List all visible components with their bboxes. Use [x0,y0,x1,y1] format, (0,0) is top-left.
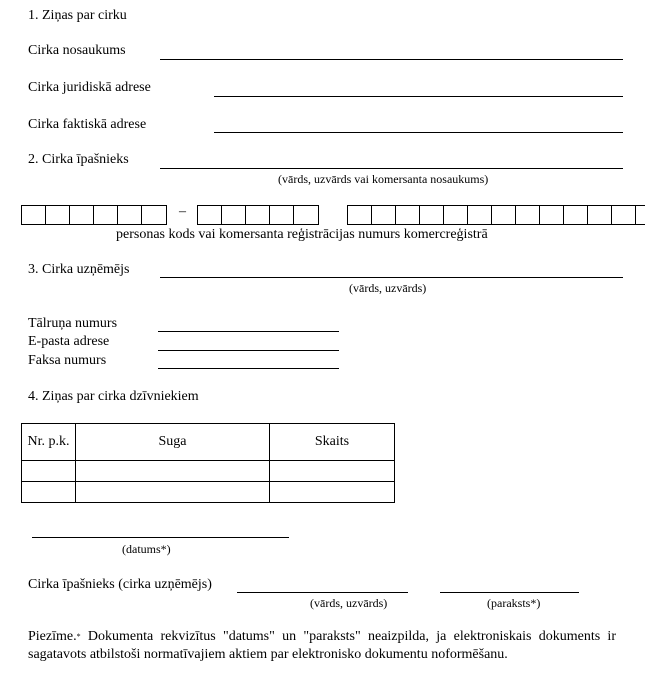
name-caption: (vārds, uzvārds) [310,596,388,610]
legal-address-field[interactable] [214,96,623,97]
section-4-heading: 4. Ziņas par cirka dzīvniekiem [28,389,199,404]
actual-address-field[interactable] [214,132,623,133]
entrepreneur-label: 3. Cirka uzņēmējs [28,262,130,277]
owner-label: 2. Cirka īpašnieks [28,152,129,167]
table-row [22,482,395,503]
footnote-text: Dokumenta rekvizītus "datums" un "paraksts" neaizpilda, ja elektroniskais dokuments ir sagatavots atbilstoši normatīvajiem aktiem par elektronisko dokumentu noformēšanu. [28,629,616,662]
actual-address-label: Cirka faktiskā adrese [28,117,147,132]
circus-name-field[interactable] [160,59,623,60]
legal-address-label: Cirka juridiskā adrese [28,80,151,95]
fax-label: Faksa numurs [28,353,107,368]
table-cell[interactable] [76,482,270,503]
column-header-number: Nr. p.k. [22,424,76,461]
phone-field[interactable] [158,331,339,332]
owner-field[interactable] [160,168,623,169]
signatory-label: Cirka īpašnieks (cirka uzņēmējs) [28,577,212,592]
owner-caption: (vārds, uzvārds vai komersanta nosaukums) [278,172,489,186]
table-row [22,461,395,482]
email-label: E-pasta adrese [28,334,110,349]
signature-caption: (paraksts*) [487,596,541,610]
table-cell[interactable] [22,461,76,482]
table-cell[interactable] [76,461,270,482]
registration-number-boxes[interactable] [347,205,645,225]
circus-name-label: Cirka nosaukums [28,43,126,58]
footnote-title: Piezīme. [28,629,77,644]
id-code-part-1[interactable] [21,205,167,225]
fax-field[interactable] [158,368,339,369]
entrepreneur-field[interactable] [160,277,623,278]
email-field[interactable] [158,350,339,351]
signature-field[interactable] [440,592,579,593]
id-code-part-2[interactable] [197,205,319,225]
table-cell[interactable] [22,482,76,503]
table-cell[interactable] [270,461,395,482]
phone-label: Tālruņa numurs [28,316,118,331]
footnote [28,628,616,664]
section-1-heading: 1. Ziņas par cirku [28,8,127,23]
entrepreneur-caption: (vārds, uzvārds) [349,281,427,295]
footnote-star: * [76,632,81,641]
animals-table [21,423,395,503]
date-field[interactable] [32,537,289,538]
column-header-species: Suga [76,424,270,461]
signatory-name-field[interactable] [237,592,408,593]
id-code-dash: – [179,204,186,219]
column-header-count: Skaits [270,424,395,461]
table-cell[interactable] [270,482,395,503]
id-code-caption: personas kods vai komersanta reģistrācijas numurs komercreģistrā [116,227,488,242]
date-caption: (datums*) [122,542,171,556]
